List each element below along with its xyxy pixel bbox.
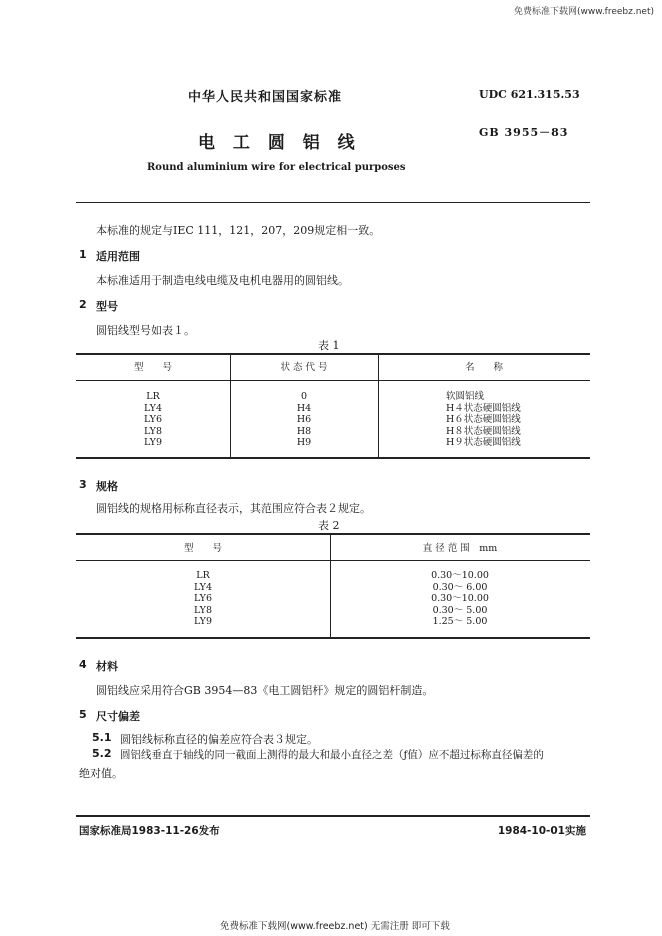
table2-column-diameter [330, 570, 590, 628]
udc-code: UDC 621.315.53 [479, 88, 580, 101]
doc-title-cn: 电 工 圆 铝 线 [198, 133, 361, 153]
section-3-title: 规格 [96, 480, 118, 493]
table-cell: H4 [296, 402, 312, 414]
table-cell: H６状态硬圆铝线 [446, 414, 521, 425]
section-2-number: 2 [79, 298, 87, 311]
gb-number: GB 3955－83 [479, 126, 569, 139]
table-cell: LY6 [193, 593, 213, 604]
section-4-text: 圆铝线应采用符合GB 3954—83《电工圆铝杆》规定的圆铝杆制造。 [96, 684, 434, 697]
table-cell: H８状态硬圆铝线 [446, 425, 521, 437]
section-2-text: 圆铝线型号如表１。 [96, 324, 195, 337]
table-cell: 软圆铝线 [446, 391, 485, 402]
table2-caption: 表 2 [318, 519, 340, 532]
table1-caption: 表 1 [318, 339, 340, 352]
table2-top-rule [76, 533, 590, 535]
table2-header-model: 型 号 [183, 543, 222, 554]
doc-title-en: Round aluminium wire for electrical purposes [147, 162, 406, 173]
table-cell: LY8 [193, 604, 213, 616]
table1-column-name [446, 391, 586, 449]
table-cell: LY9 [143, 437, 163, 448]
section-2-title: 型号 [96, 300, 118, 313]
issue-date: 国家标准局1983-11-26发布 [79, 825, 220, 837]
table2-header-diameter: 直 径 范 围 mm [422, 543, 498, 554]
watermark-bottom: 免费标准下载网(www.freebz.net) 无需注册 即可下载 [220, 921, 450, 932]
table1-bottom-rule [76, 457, 590, 459]
clause-5-1-text: 圆铝线标称直径的偏差应符合表３规定。 [120, 733, 318, 746]
standard-org: 中华人民共和国国家标准 [188, 90, 343, 105]
section-1-number: 1 [79, 248, 87, 261]
table-cell: LY9 [193, 616, 213, 627]
table-cell: LY8 [143, 425, 163, 437]
table-cell: 0.30～10.00 [431, 593, 489, 604]
section-1-text: 本标准适用于制造电线电缆及电机电器用的圆铝线。 [96, 274, 349, 287]
effective-date: 1984-10-01实施 [497, 825, 586, 837]
table1-column-state-code [230, 391, 378, 449]
clause-5-2-number: 5.2 [92, 747, 112, 760]
table-cell: 0.30～ 5.00 [432, 604, 488, 616]
section-3-number: 3 [79, 478, 87, 491]
table-cell: H４状态硬圆铝线 [446, 402, 521, 414]
table-cell: 0.30～10.00 [431, 570, 489, 581]
table-cell: LY4 [193, 581, 213, 593]
section-5-title: 尺寸偏差 [96, 710, 140, 723]
clause-5-2-text: 圆铝线垂直于轴线的同一截面上测得的最大和最小直径之差（ƒ值）应不超过标称直径偏差的 [120, 749, 544, 761]
table-cell: H９状态硬圆铝线 [446, 437, 521, 448]
table2-bottom-rule [76, 637, 590, 639]
section-5-number: 5 [79, 708, 87, 721]
table-cell: 0 [300, 391, 308, 402]
section-4-number: 4 [79, 658, 87, 671]
table-cell: H8 [296, 425, 312, 437]
table1-header-state-code: 状 态 代 号 [280, 362, 328, 373]
section-1-title: 适用范围 [96, 250, 140, 263]
section-4-title: 材料 [96, 660, 118, 673]
table-cell: 1.25～ 5.00 [432, 616, 488, 627]
table1-col-divider [378, 354, 379, 458]
section-3-text: 圆铝线的规格用标称直径表示，其范围应符合表２规定。 [96, 502, 371, 515]
table1-top-rule [76, 353, 590, 355]
table-cell: LY4 [143, 402, 163, 414]
intro-text: 本标准的规定与IEC 111，121，207，209规定相一致。 [96, 224, 381, 237]
table2-header-rule [76, 560, 590, 561]
table1-header-name: 名 称 [464, 362, 503, 373]
table1-header-rule [76, 380, 590, 381]
header-rule [76, 202, 590, 203]
table-cell: LR [146, 391, 160, 402]
clause-5-1-number: 5.1 [92, 731, 112, 744]
table1-column-model [76, 391, 230, 449]
table-cell: LR [196, 570, 210, 581]
clause-5-2-text-continued: 绝对值。 [79, 767, 123, 780]
footer-rule [76, 815, 590, 817]
table-cell: 0.30～ 6.00 [432, 581, 488, 593]
table-cell: H9 [296, 437, 312, 448]
table-cell: LY6 [143, 414, 163, 425]
table-cell: H6 [296, 414, 312, 425]
table1-header-model: 型 号 [133, 362, 172, 373]
watermark-top: 免费标准下载网(www.freebz.net) [514, 7, 654, 17]
table2-column-model [76, 570, 330, 628]
